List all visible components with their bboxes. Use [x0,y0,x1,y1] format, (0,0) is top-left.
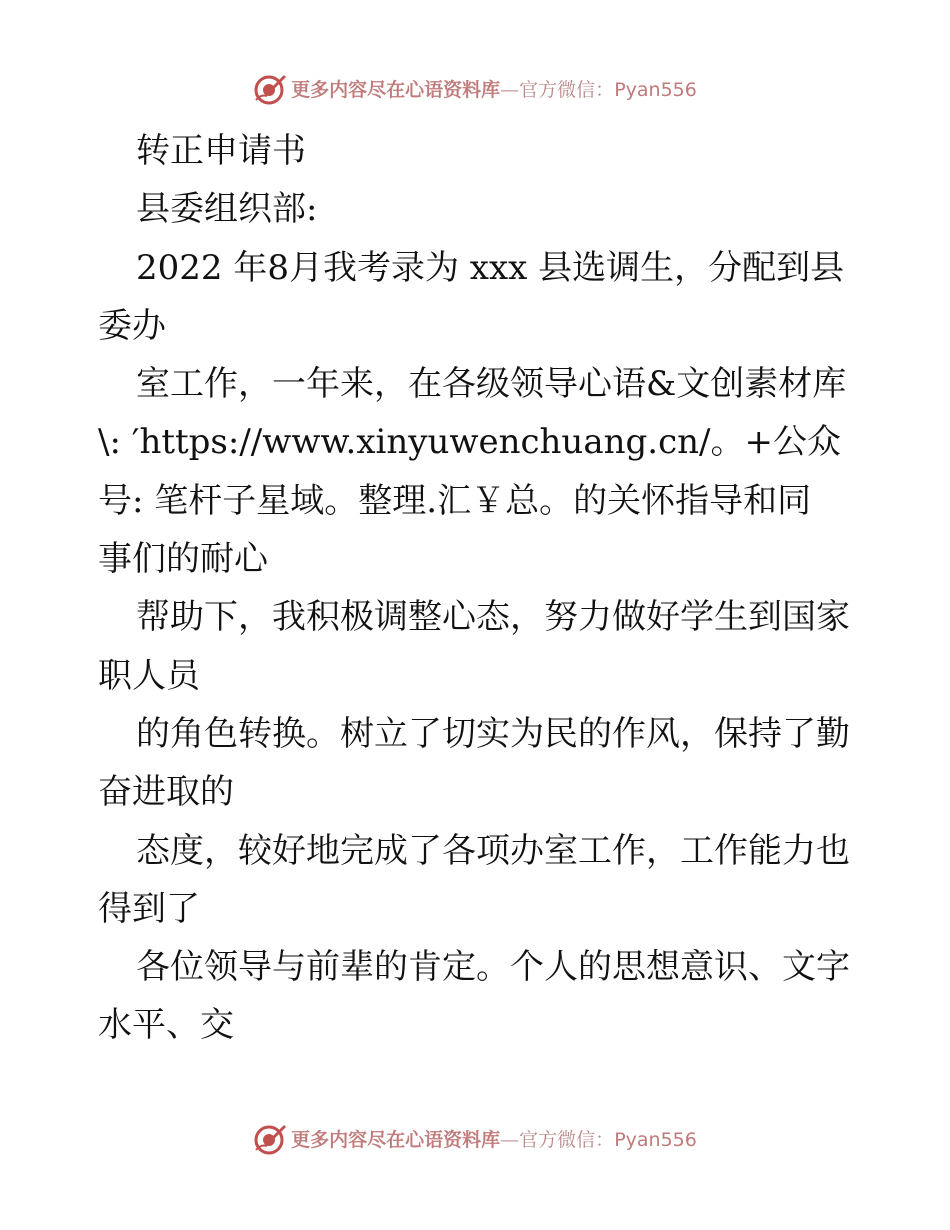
pen-logo-icon [253,1122,287,1156]
doc-line: 事们的耐心 [98,539,268,580]
banner-wechat-label: 官方微信： [519,1129,615,1151]
doc-line: 委办 [98,305,166,346]
pen-logo-icon [253,72,287,106]
doc-line: 得到了 [98,888,200,929]
doc-line: 各位领导与前辈的肯定。个人的思想意识、文字 [136,947,850,988]
doc-line: \: ′https://www.xinyuwenchuang.cn/。+公众 [98,422,841,463]
doc-line: 奋进取的 [98,772,234,813]
doc-line: 水平、交 [98,1005,234,1046]
doc-line: 的角色转换。树立了切实为民的作风，保持了勤 [136,713,850,754]
doc-salutation: 县委组织部: [136,189,318,230]
banner-wechat-label: 官方微信： [519,79,615,101]
banner-dash: — [500,79,520,101]
footer-banner [0,1120,950,1160]
banner-brand: 更多内容尽在心语资料库 [291,79,501,101]
doc-line: 态度，较好地完成了各项办室工作，工作能力也 [136,830,850,871]
document-body [98,122,858,1055]
doc-line: 号: 笔杆子星域。整理.汇￥总。的关怀指导和同 [98,480,812,521]
doc-line: 职人员 [98,655,200,696]
doc-line: 2022 年8月我考录为 xxx 县选调生，分配到县 [136,247,845,288]
doc-line: 室工作，一年来，在各级领导心语&文创素材库 [136,364,847,405]
banner-wechat-id: Pyan556 [614,1129,697,1151]
doc-title: 转正申请书 [136,131,306,171]
banner-brand: 更多内容尽在心语资料库 [291,1129,501,1151]
doc-line: 帮助下，我积极调整心态，努力做好学生到国家 [136,597,850,638]
header-banner [0,70,950,110]
banner-dash: — [500,1129,520,1151]
banner-wechat-id: Pyan556 [614,79,697,101]
